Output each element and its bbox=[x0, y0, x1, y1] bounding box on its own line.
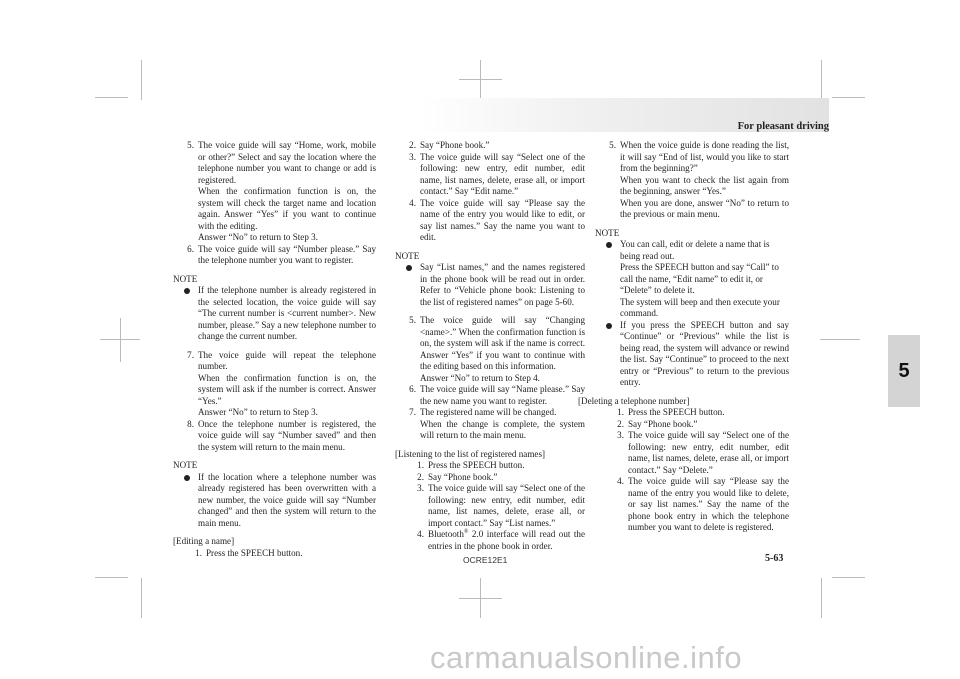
document-code: OCRE12E1 bbox=[463, 555, 508, 565]
step-item: 6. The voice guide will say “Number please.” Say the telephone number you want to register. bbox=[187, 243, 376, 265]
step-item: 1. Press the SPEECH button. bbox=[417, 460, 525, 470]
step-item: 4. The voice guide will say “Please say the name of the entry you would like to edit, or say list names.” Say the name you want to edit. bbox=[409, 197, 585, 242]
note-heading: NOTE bbox=[395, 250, 420, 261]
note-heading: NOTE bbox=[173, 273, 198, 284]
step-item: 2. Say “Phone book.” bbox=[417, 471, 498, 482]
section-title: For pleasant driving bbox=[737, 121, 829, 132]
note-bullet: If the telephone number is already registered in the selected location, the voice guide will say “The current number is <current number>. New number, please.” Say a new telephone number to change the current number. bbox=[184, 285, 376, 343]
note-heading: NOTE bbox=[173, 460, 198, 470]
note-bullet: Say “List names,” and the names registered in the phone book will be read out in order. Refer to “Vehicle phone book: Listening to the list of registered names” on page 5-60. bbox=[406, 262, 585, 308]
note-bullet: If the location where a telephone number was already registered has been overwritten with a new number, the voice guide will say “Number changed” and then the system will return to the main menu. bbox=[184, 472, 376, 530]
note-bullet: If you press the SPEECH button and say “Continue” or “Previous” while the list is being read, the system will advance or rewind the list. Say “Continue” to proceed to the next entry or “Previous” to return to the previous entry. bbox=[606, 320, 789, 389]
bullet-icon bbox=[606, 239, 620, 320]
step-item: 5. When the voice guide is done reading the list, it will say “End of list, would you like to start from the beginning?” bbox=[609, 140, 789, 173]
bullet-icon bbox=[606, 320, 620, 389]
column-1: 5. The voice guide will say “Home, work, mobile or other?” Select and say the location where the telephone number you want to change or add is registered. When the confirmation function is on, the system will check the target name and location again. Answer “Yes” if you want to continue with the editing. Answer “No” to return to Step 3. 6. The voice guide will say “Number please.” Say the telephone number you want to register. NOTE If the telephone number is already registered in the selected location, the voice guide will say “The current number is <current number>. New number, please.” Say a new telephone number to change the current number. 7. The voice guide will repeat the telephone number. When the confirmation function is on, the system will ask if the number is correct. Answer “Yes.” Answer “No” to return to Step 3. 8. Once the telephone number is registered, the voice guide will say “Number saved” and then the system will return to the main menu. NOTE If the location where a telephone number was already registered has been overwritten with a new number, the voice guide will say “Number changed” and then the system will return to the main menu. [Editing a name] 1. Press the SPEECH button. bbox=[173, 140, 376, 558]
watermark: carmanualsonline.info bbox=[430, 640, 743, 675]
chapter-tab: 5 bbox=[888, 335, 920, 407]
page-number: 5-63 bbox=[765, 553, 784, 564]
section-heading: [Deleting a telephone number] bbox=[578, 395, 690, 406]
step-item: 4. Bluetooth® 2.0 interface will read out the entries in the phone book in order. bbox=[417, 528, 585, 551]
step-item: 5. The voice guide will say “Changing <name>.” When the confirmation function is on, the system will ask if the name is correct. Answer “Yes” if you want to continue with the editing based on this information. bbox=[409, 315, 585, 371]
step-item: 3. The voice guide will say “Select one of the following: new entry, edit number, edit name, list names, delete, erase all, or import contact.” Say “Edit name.” bbox=[409, 151, 585, 196]
note-bullet: You can call, edit or delete a name that is being read out. Press the SPEECH button and say “Call” to call the name, “Edit name” to edit it, or “Delete” to delete it. The system will beep and then execute your command. bbox=[606, 239, 789, 320]
step-item: 5. The voice guide will say “Home, work, mobile or other?” Select and say the location where the telephone number you want to change or add is registered. bbox=[187, 140, 376, 185]
step-item: 3. The voice guide will say “Select one of the following: new entry, edit number, edit name, list names, delete, erase all, or import contact.” Say “List names.” bbox=[417, 483, 585, 528]
column-2: 2. Say “Phone book.” 3. The voice guide will say “Select one of the following: new entry, edit number, edit name, list names, delete, erase all, or import contact.” Say “Edit name.” 4. The voice guide will say “Please say the name of the entry you would like to edit, or say list names.” Say the name you want to edit. NOTE Say “List names,” and the names registered in the phone book will be read out in order. Refer to “Vehicle phone book: Listening to the list of registered names” on page 5-60. 5. The voice guide will say “Changing <name>.” When the confirmation function is on, the system will ask if the name is correct. Answer “Yes” if you want to continue with the editing based on this information. Answer “No” to return to Step 4. 6. The voice guide will say “Name please.” Say the new name you want to register. 7. The registered name will be changed. When the change is complete, the system will return to the main menu. [Listening to the list of registered names] 1. Press the SPEECH button. 2. Say “Phone book.” 3. The voice guide will say “Select one of the following: new entry, edit number, edit name, list names, delete, erase all, or import contact.” Say “List names.” 4. Bluetooth® 2.0 interface will read out the entries in the phone book in order. bbox=[395, 140, 585, 551]
step-item: 2. Say “Phone book.” bbox=[617, 418, 698, 429]
bullet-icon bbox=[184, 285, 198, 343]
bullet-icon bbox=[406, 262, 420, 308]
step-item: 7. The registered name will be changed. bbox=[409, 407, 557, 417]
step-item: 2. Say “Phone book.” bbox=[409, 140, 490, 150]
step-item: 8. Once the telephone number is registered, the voice guide will say “Number saved” and then the system will return to the main menu. bbox=[187, 418, 376, 452]
step-item: 3. The voice guide will say “Select one of the following: new entry, edit number, edit name, list names, delete, erase all, or import contact.” Say “Delete.” bbox=[617, 430, 789, 475]
step-item: 6. The voice guide will say “Name please.” Say the new name you want to register. bbox=[409, 384, 585, 406]
step-item: 1. Press the SPEECH button. bbox=[617, 407, 725, 417]
step-item: 4. The voice guide will say “Please say the name of the entry you would like to delete, or say list names.” Say the name of the phone book entry in which the telephone number you want to delete is registered. bbox=[617, 476, 789, 532]
step-item: 1. Press the SPEECH button. bbox=[195, 547, 303, 558]
step-item: 7. The voice guide will repeat the telephone number. bbox=[187, 349, 376, 371]
bullet-icon bbox=[184, 472, 198, 530]
section-heading: [Listening to the list of registered names] bbox=[395, 448, 546, 459]
note-heading: NOTE bbox=[595, 227, 620, 238]
section-heading: [Editing a name] bbox=[173, 536, 235, 546]
column-3: 5. When the voice guide is done reading the list, it will say “End of list, would you like to start from the beginning?” When you want to check the list again from the beginning, answer “Yes.” When you are done, answer “No” to return to the previous or main menu. NOTE You can call, edit or delete a name that is being read out. Press the SPEECH button and say “Call” to call the name, “Edit name” to edit it, or “Delete” to delete it. The system will beep and then execute your command. If you press the SPEECH button and say “Continue” or “Previous” while the list is being read, the system will advance or rewind the list. Say “Continue” to proceed to the next entry or “Previous” to return to the previous entry. [Deleting a telephone number] 1. Press the SPEECH button. 2. Say “Phone book.” 3. The voice guide will say “Select one of the following: new entry, edit number, edit name, list names, delete, erase all, or import contact.” Say “Delete.” 4. The voice guide will say “Please say the name of the entry you would like to delete, or say list names.” Say the name of the phone book entry in which the telephone number you want to delete is registered. bbox=[578, 140, 789, 532]
